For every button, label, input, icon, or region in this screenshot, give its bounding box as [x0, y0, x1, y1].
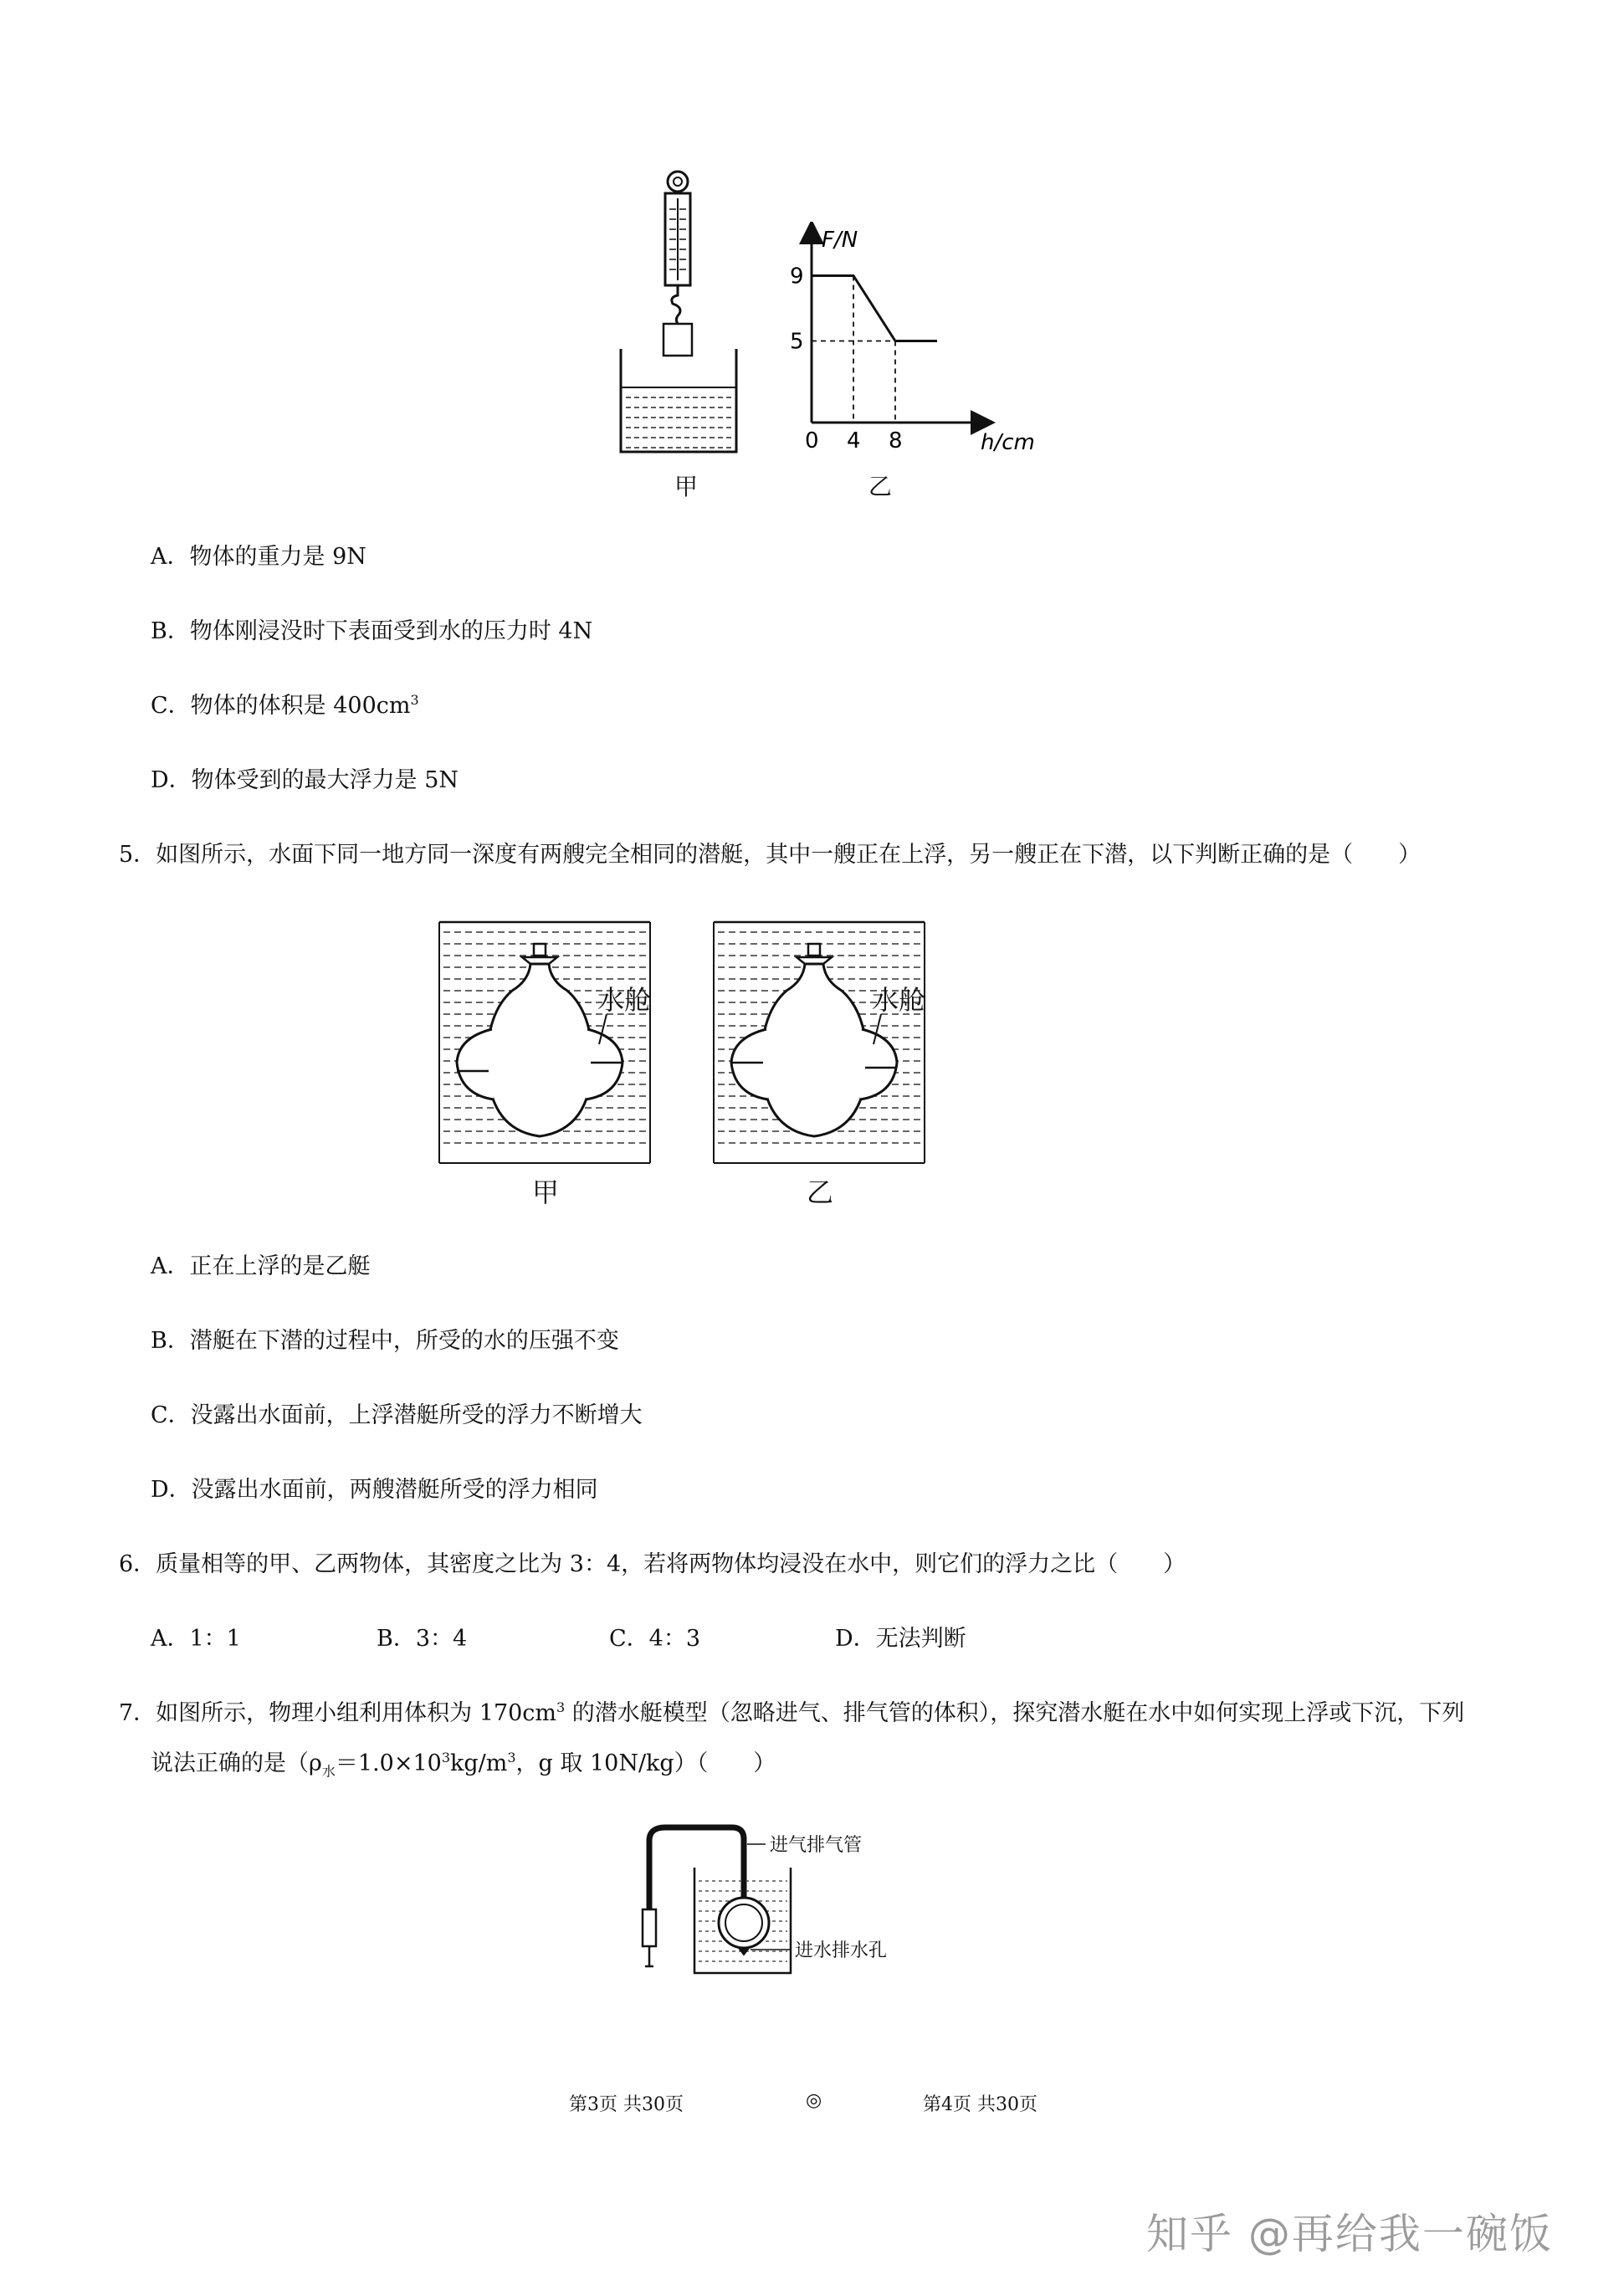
- q7-line1-a: 7．如图所示，物理小组利用体积为 170cm: [119, 1700, 557, 1726]
- q5-option-d: D．没露出水面前，两艘潜艇所受的浮力相同: [151, 1477, 598, 1503]
- q7-line2-d: ，g 取 10N/kg）（ ）: [515, 1750, 776, 1776]
- q5-question: 5．如图所示，水面下同一地方同一深度有两艘完全相同的潜艇，其中一艘正在上浮，另一艘正在下潜，以下判断正确的是（ ）: [119, 842, 1422, 868]
- q5-tank-label-left: 水舱: [597, 984, 652, 1016]
- q7-line2-b: ＝1.0×10: [335, 1750, 442, 1776]
- q4-option-c-sup: 3: [410, 692, 419, 708]
- q7-line1: [119, 1699, 1464, 1729]
- q4-option-b: B．物体刚浸没时下表面受到水的压力时 4N: [151, 618, 593, 644]
- x-tick-label-4: 4: [847, 428, 861, 454]
- q6-option-c: C．4：3: [609, 1626, 701, 1652]
- q7-line2: [151, 1749, 776, 1779]
- x-axis-label: h/cm: [981, 430, 1035, 455]
- q5-tank-label-right: 水舱: [872, 984, 926, 1016]
- x-tick-label-8: 8: [889, 428, 903, 454]
- q4-option-a: A．物体的重力是 9N: [151, 544, 366, 570]
- q7-line1-b: 的潜水艇模型（忽略进气、排气管的体积），探究潜水艇在水中如何实现上浮或下沉，下列: [565, 1700, 1465, 1726]
- q5-option-b: B．潜艇在下潜的过程中，所受的水的压强不变: [151, 1328, 619, 1354]
- footer-center-mark: ◎: [806, 2090, 822, 2111]
- footer-left-page: 第3页 共30页: [569, 2094, 684, 2115]
- q4-option-c: [151, 691, 419, 721]
- q6-option-a: A．1：1: [151, 1626, 241, 1652]
- q6-option-b: B．3：4: [377, 1626, 468, 1652]
- q6-option-d: D．无法判断: [835, 1626, 966, 1652]
- q7-line2-sup2: 3: [507, 1750, 516, 1766]
- q7-label-hole: 进水排水孔: [795, 1940, 888, 1961]
- q7-line2-sup1: 3: [441, 1750, 450, 1766]
- q7-line2-sub: 水: [321, 1763, 336, 1780]
- q7-line2-c: kg/m: [450, 1750, 508, 1776]
- figure-spring-scale: [602, 163, 753, 456]
- q4-option-c-text: C．物体的体积是 400cm: [151, 693, 411, 719]
- footer-right-page: 第4页 共30页: [923, 2094, 1037, 2115]
- figure1-label-left: 甲: [674, 473, 699, 500]
- q7-label-pipe: 进气排气管: [770, 1835, 863, 1856]
- q6-question: 6．质量相等的甲、乙两物体，其密度之比为 3：4，若将两物体均浸没在水中，则它们的浮力之比（ ）: [119, 1551, 1186, 1577]
- zhihu-watermark: 知乎 @再给我一碗饭: [1146, 2210, 1553, 2258]
- figure-submarine-yi: [710, 920, 927, 1171]
- q5-option-a: A．正在上浮的是乙艇: [151, 1253, 371, 1279]
- force-depth-chart: [778, 222, 1054, 464]
- q5-option-c: C．没露出水面前，上浮潜艇所受的浮力不断增大: [151, 1402, 643, 1428]
- y-tick-label-5: 5: [790, 329, 804, 355]
- q4-option-d: D．物体受到的最大浮力是 5N: [151, 767, 459, 793]
- q5-fig-left-label: 甲: [532, 1176, 560, 1208]
- q7-line2-a: 说法正确的是（ρ: [151, 1750, 322, 1776]
- y-tick-label-9: 9: [790, 264, 804, 290]
- figure-submarine-jia: [435, 920, 653, 1171]
- q7-line1-sup: 3: [556, 1699, 566, 1715]
- q5-fig-right-label: 乙: [807, 1176, 834, 1208]
- x-tick-label-0: 0: [805, 428, 819, 454]
- y-axis-label: F/N: [822, 228, 858, 253]
- series-line-force: [812, 276, 937, 341]
- figure1-label-right: 乙: [868, 473, 893, 500]
